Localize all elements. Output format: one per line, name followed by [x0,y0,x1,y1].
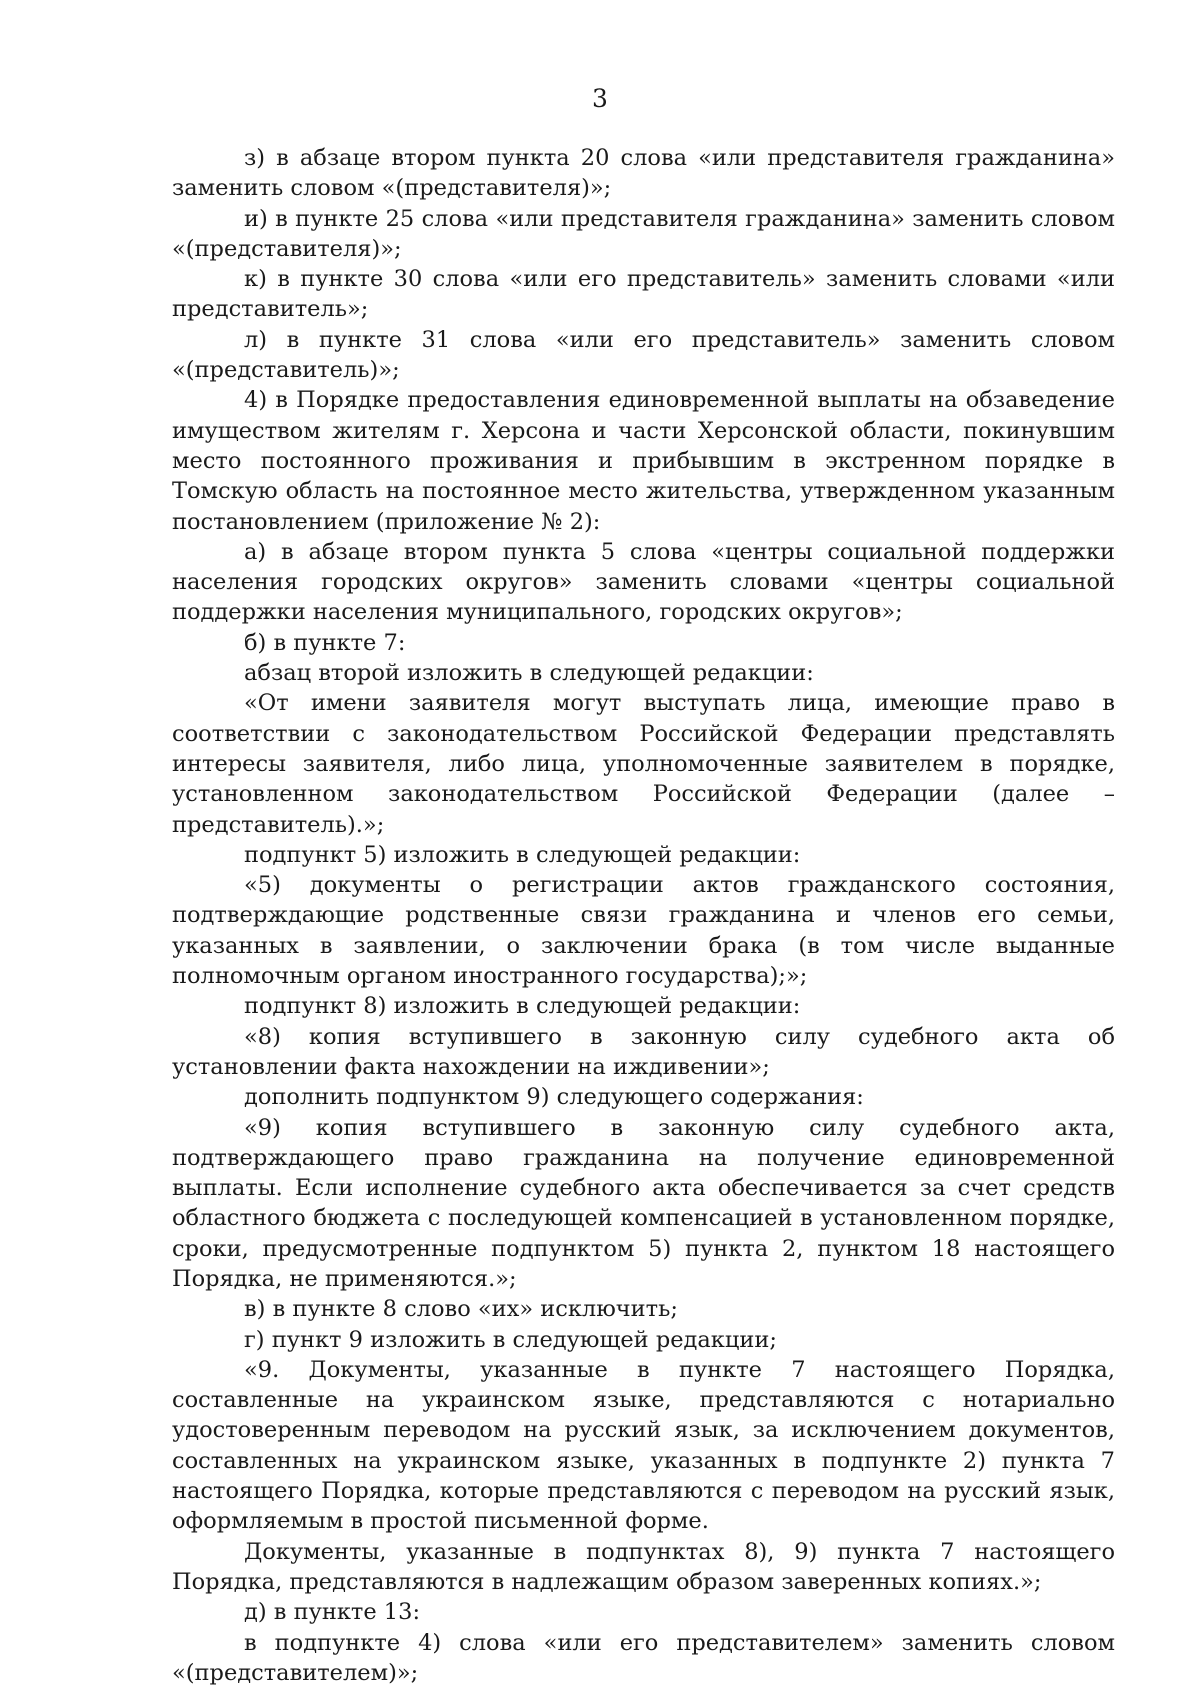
paragraph: подпункт 5) изложить в следующей редакции: [244,841,801,868]
paragraph: «5) документы о регистрации актов гражданского состояния, подтверждающие родственные связи гражданина и членов его семьи, указанных в заявлении, о заключении брака (в том числе выданные полномочным органом иностранного государства);»; [172,872,1115,990]
page-number: 3 [592,84,608,113]
paragraph: 4) в Порядке предоставления единовременной выплаты на обзаведение имуществом жителям г. Херсона и части Херсонской области, покинувшим место постоянного проживания и прибывшим в экстренном порядке в Томскую область на постоянное место жительства, утвержденном указанным постановлением (приложение № 2): [172,387,1115,535]
paragraph: «8) копия вступившего в законную силу судебного акта об установлении факта нахождении на иждивении»; [172,1023,1115,1080]
paragraph: г) пункт 9 изложить в следующей редакции; [244,1326,777,1353]
paragraph: д) в пункте 13: [244,1599,421,1626]
paragraph: подпункт 8) изложить в следующей редакции: [244,993,801,1020]
paragraph: в подпункте 4) слова «или его представителем» заменить словом «(представителем)»; [172,1629,1115,1686]
paragraph: «9. Документы, указанные в пункте 7 настоящего Порядка, составленные на украинском языке, представляются с нотариально удостоверенным переводом на русский язык, за исключением документов, составленных на украинском языке, указанных в подпункте 2) пункта 7 настоящего Порядка, которые представляются с переводом на русский язык, оформляемым в простой письменной форме. [172,1356,1115,1535]
paragraph: в) в пункте 8 слово «их» исключить; [244,1296,678,1323]
paragraph: «От имени заявителя могут выступать лица, имеющие право в соответствии с законодательством Российской Федерации представлять интересы заявителя, либо лица, уполномоченные заявителем в порядке, установленном законодательством Российской Федерации (далее – представитель).»; [172,690,1115,838]
paragraph: абзац второй изложить в следующей редакции: [244,660,814,687]
paragraph: к) в пункте 30 слова «или его представитель» заменить словами «или представитель»; [172,266,1115,323]
document-body [172,143,1115,1688]
paragraph: Документы, указанные в подпунктах 8), 9) пункта 7 настоящего Порядка, представляются в надлежащим образом заверенных копиях.»; [172,1538,1115,1595]
paragraph: и) в пункте 25 слова «или представителя гражданина» заменить словом «(представителя)»; [172,205,1115,262]
paragraph: з) в абзаце втором пункта 20 слова «или представителя гражданина» заменить словом «(представителя)»; [172,145,1115,202]
paragraph: б) в пункте 7: [244,629,406,656]
paragraph: «9) копия вступившего в законную силу судебного акта, подтверждающего право гражданина на получение единовременной выплаты. Если исполнение судебного акта обеспечивается за счет средств областного бюджета с последующей компенсацией в установленном порядке, сроки, предусмотренные подпунктом 5) пункта 2, пунктом 18 настоящего Порядка, не применяются.»; [172,1114,1115,1292]
paragraph: а) в абзаце втором пункта 5 слова «центры социальной поддержки населения городских округов» заменить словами «центры социальной поддержки населения муниципального, городских округов»; [172,538,1115,626]
paragraph: л) в пункте 31 слова «или его представитель» заменить словом «(представитель)»; [172,326,1115,384]
paragraph: дополнить подпунктом 9) следующего содержания: [244,1084,864,1111]
